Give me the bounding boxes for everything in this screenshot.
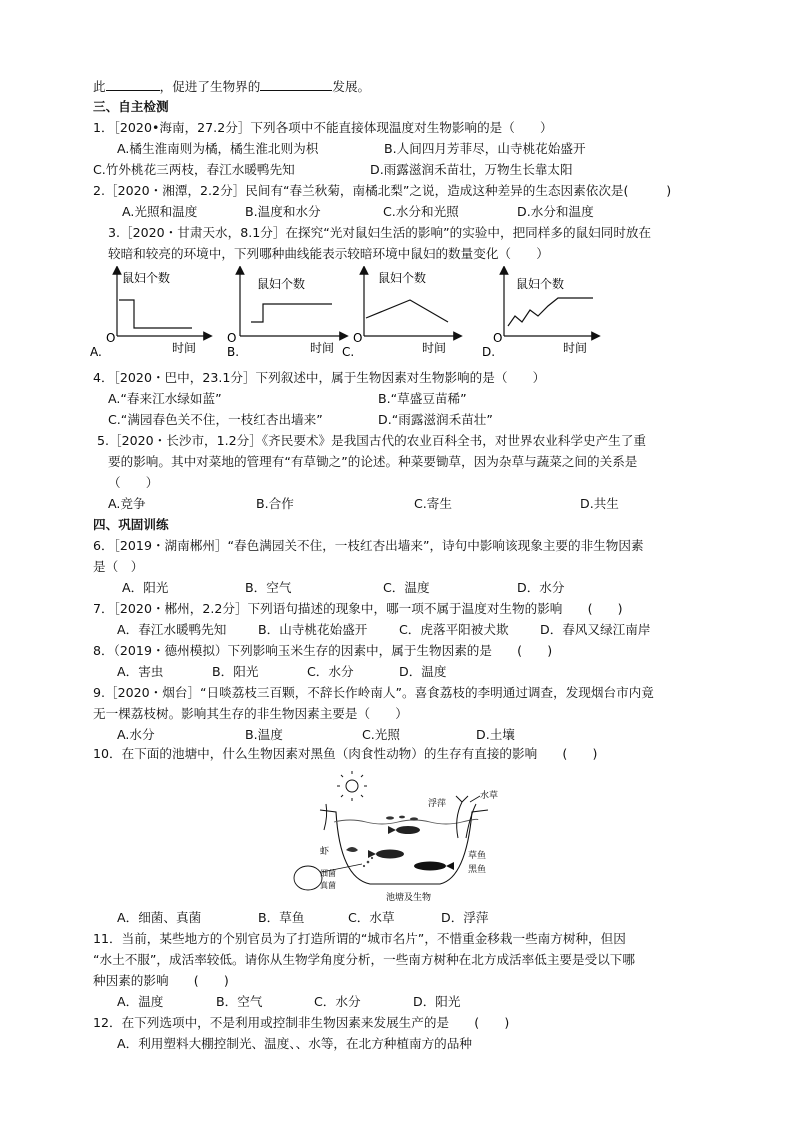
q1-option-c[interactable]: C.竹外桃花三两枝，春江水暖鸭先知 xyxy=(93,162,295,177)
q4-option-b[interactable]: B.“草盛豆苗稀” xyxy=(378,391,467,406)
q4-stem: 4．［2020・巴中，23.1分］下列叙述中，属于生物因素对生物影响的是（ ） xyxy=(93,370,546,385)
label-black-fish: 黑鱼 xyxy=(468,865,487,875)
q12-stem: 12．在下列选项中，不是利用或控制非生物因素来发展生产的是 ( ) xyxy=(93,1015,510,1030)
q3-c-y-label: 鼠妇个数 xyxy=(378,271,427,285)
q2-option-a[interactable]: A.光照和温度 xyxy=(122,204,198,219)
q11-line2: “水土不服”，成活率较低。请你从生物学角度分析，一些南方树种在北方成活率低主要是受以下哪 xyxy=(93,952,635,967)
q3-d-y-label: 鼠妇个数 xyxy=(516,277,565,291)
q3-d-x-label: 时间 xyxy=(563,341,588,355)
q6-option-a[interactable]: A．阳光 xyxy=(122,580,169,595)
sun-icon xyxy=(337,771,367,801)
q3-b-curve xyxy=(251,304,332,322)
q7-option-a[interactable]: A．春江水暖鸭先知 xyxy=(117,622,227,637)
q3-b-origin: O xyxy=(227,331,237,345)
q6-line1: 6．［2019・湖南郴州］“春色满园关不住，一枝红杏出墙来”，诗句中影响该现象主要的非生物因素 xyxy=(93,538,644,553)
q3-b-x-label: 时间 xyxy=(310,341,335,355)
intro-pre: 此 xyxy=(93,79,106,94)
q3-line2: 较暗和较亮的环境中，下列哪种曲线能表示较暗环境中鼠妇的数量变化（ ） xyxy=(108,246,549,261)
q3-a-curve xyxy=(119,300,192,328)
q4-option-a[interactable]: A.“春来江水绿如蓝” xyxy=(108,391,222,406)
q5-option-d[interactable]: D.共生 xyxy=(580,496,619,511)
q8-option-b[interactable]: B．阳光 xyxy=(212,664,259,679)
q4-option-d[interactable]: D.“雨露滋润禾苗壮” xyxy=(378,412,493,427)
q10-option-c[interactable]: C．水草 xyxy=(348,910,395,925)
q3-option-c[interactable]: C. xyxy=(342,345,355,359)
bacteria-fungi-circle xyxy=(294,866,322,890)
q2-option-c[interactable]: C.水分和光照 xyxy=(383,204,459,219)
q9-line2: 无一棵荔枝树。影响其生存的非生物因素主要是（ ） xyxy=(93,706,408,721)
q5-line2: 要的影响。其中对菜地的管理有“有草锄之”的论述。种菜要锄草，因为杂草与蔬菜之间的关系是 xyxy=(108,454,638,469)
q2-option-b[interactable]: B.温度和水分 xyxy=(245,204,321,219)
microbe-icon xyxy=(363,857,373,867)
label-duckweed: 浮萍 xyxy=(428,799,447,809)
section-heading-3: 三、自主检测 xyxy=(93,99,169,114)
q3-a-x-label: 时间 xyxy=(172,341,197,355)
q3-a-origin: O xyxy=(106,331,116,345)
q4-option-c[interactable]: C.“满园春色关不住，一枝红杏出墙来” xyxy=(108,412,323,427)
q6-option-c[interactable]: C．温度 xyxy=(383,580,430,595)
leader-line xyxy=(470,796,480,802)
label-fungi: 真菌 xyxy=(320,881,336,890)
q3-option-d[interactable]: D. xyxy=(482,345,496,359)
q3-a-y-label: 鼠妇个数 xyxy=(122,271,171,285)
label-water-grass: 水草 xyxy=(480,791,499,801)
q3-d-origin: O xyxy=(493,331,503,345)
q10-stem: 10．在下面的池塘中，什么生物因素对黑鱼（肉食性动物）的生存有直接的影响 ( ) xyxy=(93,746,598,761)
q1-option-b[interactable]: B.人间四月芳菲尽，山寺桃花始盛开 xyxy=(384,141,586,156)
q10-pond-figure xyxy=(290,768,520,906)
q9-option-b[interactable]: B.温度 xyxy=(245,727,283,742)
q3-c-x-label: 时间 xyxy=(422,341,447,355)
q3-graph-c[interactable] xyxy=(342,270,458,359)
q3-option-b[interactable]: B. xyxy=(227,345,240,359)
q6-option-d[interactable]: D．水分 xyxy=(517,580,565,595)
intro-post: 发展。 xyxy=(332,79,371,94)
answer-blank[interactable] xyxy=(260,77,332,91)
q11-line1: 11．当前，某些地方的个别官员为了打造所谓的“城市名片”，不惜重金移栽一些南方树种，但因 xyxy=(93,931,626,946)
q3-graph-b[interactable] xyxy=(227,270,344,359)
intro-line xyxy=(93,77,370,96)
intro-mid: ，促进了生物界的 xyxy=(159,79,261,94)
q3-b-y-label: 鼠妇个数 xyxy=(257,277,306,291)
q11-option-c[interactable]: C．水分 xyxy=(314,994,361,1009)
q10-option-b[interactable]: B．草鱼 xyxy=(258,910,305,925)
q3-option-a[interactable]: A. xyxy=(90,345,102,359)
q3-graph-d[interactable] xyxy=(482,270,596,359)
q9-line1: 9.［2020・烟台］“日啖荔枝三百颗，不辞长作岭南人”。喜食荔枝的李明通过调查，发现烟台市内竟 xyxy=(93,685,654,700)
q7-stem: 7．［2020・郴州，2.2分］下列语句描述的现象中，哪一项不属于温度对生物的影响 ( ) xyxy=(93,601,623,616)
black-fish-icon xyxy=(414,862,454,871)
q8-option-a[interactable]: A．害虫 xyxy=(117,664,164,679)
duckweed-icon xyxy=(386,816,418,821)
q2-stem: 2.［2020・湘潭，2.2分］民间有“春兰秋菊，南橘北梨”之说，造成这种差异的生态因素依次是( ) xyxy=(93,183,672,198)
q5-line3: （ ） xyxy=(108,475,159,490)
q9-option-c[interactable]: C.光照 xyxy=(362,727,400,742)
q7-option-c[interactable]: C．虎落平阳被犬欺 xyxy=(399,622,509,637)
q5-option-a[interactable]: A.竞争 xyxy=(108,496,146,511)
q5-option-b[interactable]: B.合作 xyxy=(256,496,294,511)
q9-option-a[interactable]: A.水分 xyxy=(117,727,155,742)
q9-option-d[interactable]: D.土壤 xyxy=(476,727,515,742)
label-shrimp: 虾 xyxy=(320,847,330,857)
q1-option-a[interactable]: A.橘生淮南则为橘，橘生淮北则为枳 xyxy=(117,141,319,156)
q6-line2: 是（ ） xyxy=(93,559,144,574)
q5-line1: 5.［2020・长沙市，1.2分］《齐民要术》是我国古代的农业百科全书，对世界农业科学史产生了重 xyxy=(97,433,646,448)
q11-line3: 种因素的影响 ( ) xyxy=(93,973,229,988)
q7-option-b[interactable]: B．山寺桃花始盛开 xyxy=(258,622,368,637)
q11-option-d[interactable]: D．阳光 xyxy=(413,994,461,1009)
q11-option-b[interactable]: B．空气 xyxy=(216,994,263,1009)
answer-blank[interactable] xyxy=(106,77,160,91)
shrimp-icon xyxy=(346,847,358,852)
q3-c-origin: O xyxy=(353,331,363,345)
q8-option-c[interactable]: C．水分 xyxy=(307,664,354,679)
fish-icon xyxy=(388,826,420,834)
q3-d-curve xyxy=(508,298,593,326)
q3-graph-a[interactable] xyxy=(90,270,208,359)
q2-option-d[interactable]: D.水分和温度 xyxy=(517,204,594,219)
q12-option-a[interactable]: A．利用塑料大棚控制光、温度、、水等，在北方种植南方的品种 xyxy=(117,1036,472,1051)
q7-option-d[interactable]: D．春风又绿江南岸 xyxy=(540,622,651,637)
grass-carp-icon xyxy=(368,850,404,859)
q5-option-c[interactable]: C.寄生 xyxy=(414,496,452,511)
q8-stem: 8．（2019・德州模拟）下列影响玉米生存的因素中，属于生物因素的是 ( ) xyxy=(93,643,553,658)
label-grass-carp: 草鱼 xyxy=(468,851,487,861)
label-bacteria: 细菌 xyxy=(320,869,336,878)
q3-graphs xyxy=(88,266,608,366)
figure-caption: 池塘及生物 xyxy=(386,893,432,903)
q3-c-curve xyxy=(366,300,448,322)
section-heading-4: 四、巩固训练 xyxy=(93,517,169,532)
q10-option-a[interactable]: A．细菌、真菌 xyxy=(117,910,202,925)
q10-option-d[interactable]: D．浮萍 xyxy=(441,910,489,925)
q3-line1: 3.［2020・甘肃天水，8.1分］在探究“光对鼠妇生活的影响”的实验中，把同样多的鼠妇同时放在 xyxy=(108,225,652,240)
q11-option-a[interactable]: A．温度 xyxy=(117,994,164,1009)
q6-option-b[interactable]: B．空气 xyxy=(245,580,292,595)
q1-stem: 1．［2020•海南，27.2分］下列各项中不能直接体现温度对生物影响的是（ ） xyxy=(93,120,553,135)
q8-option-d[interactable]: D．温度 xyxy=(399,664,447,679)
q1-option-d[interactable]: D.雨露滋润禾苗壮，万物生长靠太阳 xyxy=(370,162,573,177)
